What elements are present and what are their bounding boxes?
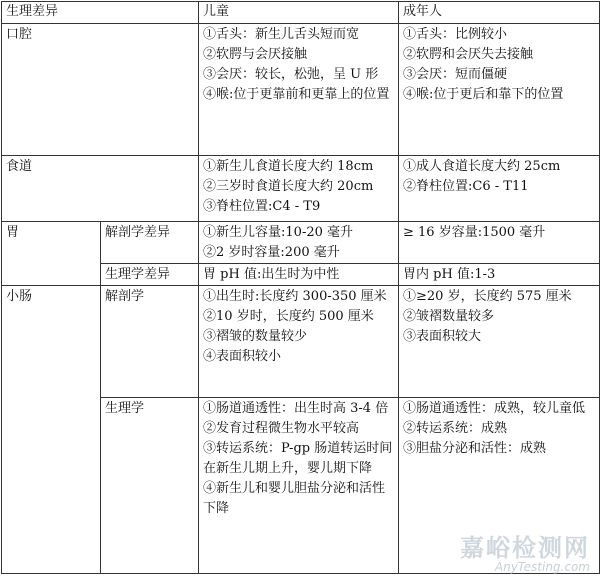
header-adult: 成年人 xyxy=(399,2,600,24)
row-oral xyxy=(2,24,600,156)
watermark-cn: 嘉峪检测网 xyxy=(460,534,590,562)
watermark-en: AnyTesting.com xyxy=(494,560,590,574)
list-item: ≥ 16 岁容量:1500 毫升 xyxy=(403,225,546,240)
list-item: ②软腭与会厌接触 xyxy=(203,47,308,62)
list-item: ③会厌：短而僵硬 xyxy=(403,67,508,82)
list-item: ②转运系统：成熟 xyxy=(403,421,508,436)
list-item: ①≥20 岁，长度约 575 厘米 xyxy=(403,289,572,304)
list-item: ④喉:位于更后和靠下的位置 xyxy=(403,87,564,102)
list-item: ②三岁时食道长度大约 20cm xyxy=(203,179,374,194)
list-item: ②皱褶数量较多 xyxy=(403,309,495,324)
list-item: ③表面积较大 xyxy=(403,329,482,344)
list-item: ①肠道通透性：成熟，较儿童低 xyxy=(403,401,586,416)
stomach-anatomy-label: 解剖学差异 xyxy=(101,222,199,264)
list-item: ①新生儿食道长度大约 18cm xyxy=(203,159,374,174)
list-item: ③会厌：较长，松弛，呈 U 形 xyxy=(203,67,379,82)
list-item: ④新生儿和婴儿胆盐分泌和活性下降 xyxy=(203,481,386,516)
stomach-physiology-adult xyxy=(399,264,600,286)
oral-child xyxy=(199,24,399,156)
list-item: ②发育过程微生物水平较高 xyxy=(203,421,360,436)
stomach-category: 胃 xyxy=(2,222,101,286)
intestine-physiology-label: 生理学 xyxy=(101,398,199,574)
intestine-anatomy-child xyxy=(199,286,399,398)
comparison-table xyxy=(1,1,600,574)
list-item: ①肠道通透性：出生时高 3-4 倍 xyxy=(203,401,389,416)
row-esophagus xyxy=(2,156,600,222)
list-item: ④表面积较小 xyxy=(203,349,282,364)
list-item: ①出生时:长度约 300-350 厘米 xyxy=(203,289,387,304)
list-item: ③转运系统：P-gp 肠道转运时间在新生儿期上升，婴儿期下降 xyxy=(203,441,393,476)
stomach-anatomy-adult xyxy=(399,222,600,264)
list-item: ②脊柱位置:C6 - T11 xyxy=(403,179,529,194)
stomach-physiology-child xyxy=(199,264,399,286)
esophagus-category: 食道 xyxy=(2,156,199,222)
intestine-anatomy-label: 解剖学 xyxy=(101,286,199,398)
intestine-anatomy-adult xyxy=(399,286,600,398)
stomach-physiology-label: 生理学差异 xyxy=(101,264,199,286)
list-item: 胃内 pH 值:1-3 xyxy=(403,267,496,282)
list-item: ③胆盐分泌和活性：成熟 xyxy=(403,441,547,456)
list-item: ④喉:位于更靠前和更靠上的位置 xyxy=(203,87,390,102)
list-item: ①舌头：新生儿舌头短而宽 xyxy=(203,27,360,42)
intestine-category: 小肠 xyxy=(2,286,101,574)
oral-category: 口腔 xyxy=(2,24,199,156)
list-item: ③褶皱的数量较少 xyxy=(203,329,308,344)
oral-adult xyxy=(399,24,600,156)
list-item: ②2 岁时容量:200 毫升 xyxy=(203,245,340,260)
header-row xyxy=(2,2,600,24)
list-item: ②软腭和会厌失去接触 xyxy=(403,47,534,62)
row-intestine-anatomy xyxy=(2,286,600,398)
header-child: 儿童 xyxy=(199,2,399,24)
header-category: 生理差异 xyxy=(2,2,199,24)
list-item: ②10 岁时，长度约 500 厘米 xyxy=(203,309,374,324)
watermark xyxy=(460,528,590,574)
list-item: ①成人食道长度大约 25cm xyxy=(403,159,561,174)
list-item: 胃 pH 值:出生时为中性 xyxy=(203,267,340,282)
esophagus-child xyxy=(199,156,399,222)
list-item: ①舌头：比例较小 xyxy=(403,27,508,42)
stomach-anatomy-child xyxy=(199,222,399,264)
row-stomach-anatomy xyxy=(2,222,600,264)
esophagus-adult xyxy=(399,156,600,222)
list-item: ①新生儿容量:10-20 毫升 xyxy=(203,225,354,240)
intestine-physiology-child xyxy=(199,398,399,574)
list-item: ③脊柱位置:C4 - T9 xyxy=(203,199,321,214)
